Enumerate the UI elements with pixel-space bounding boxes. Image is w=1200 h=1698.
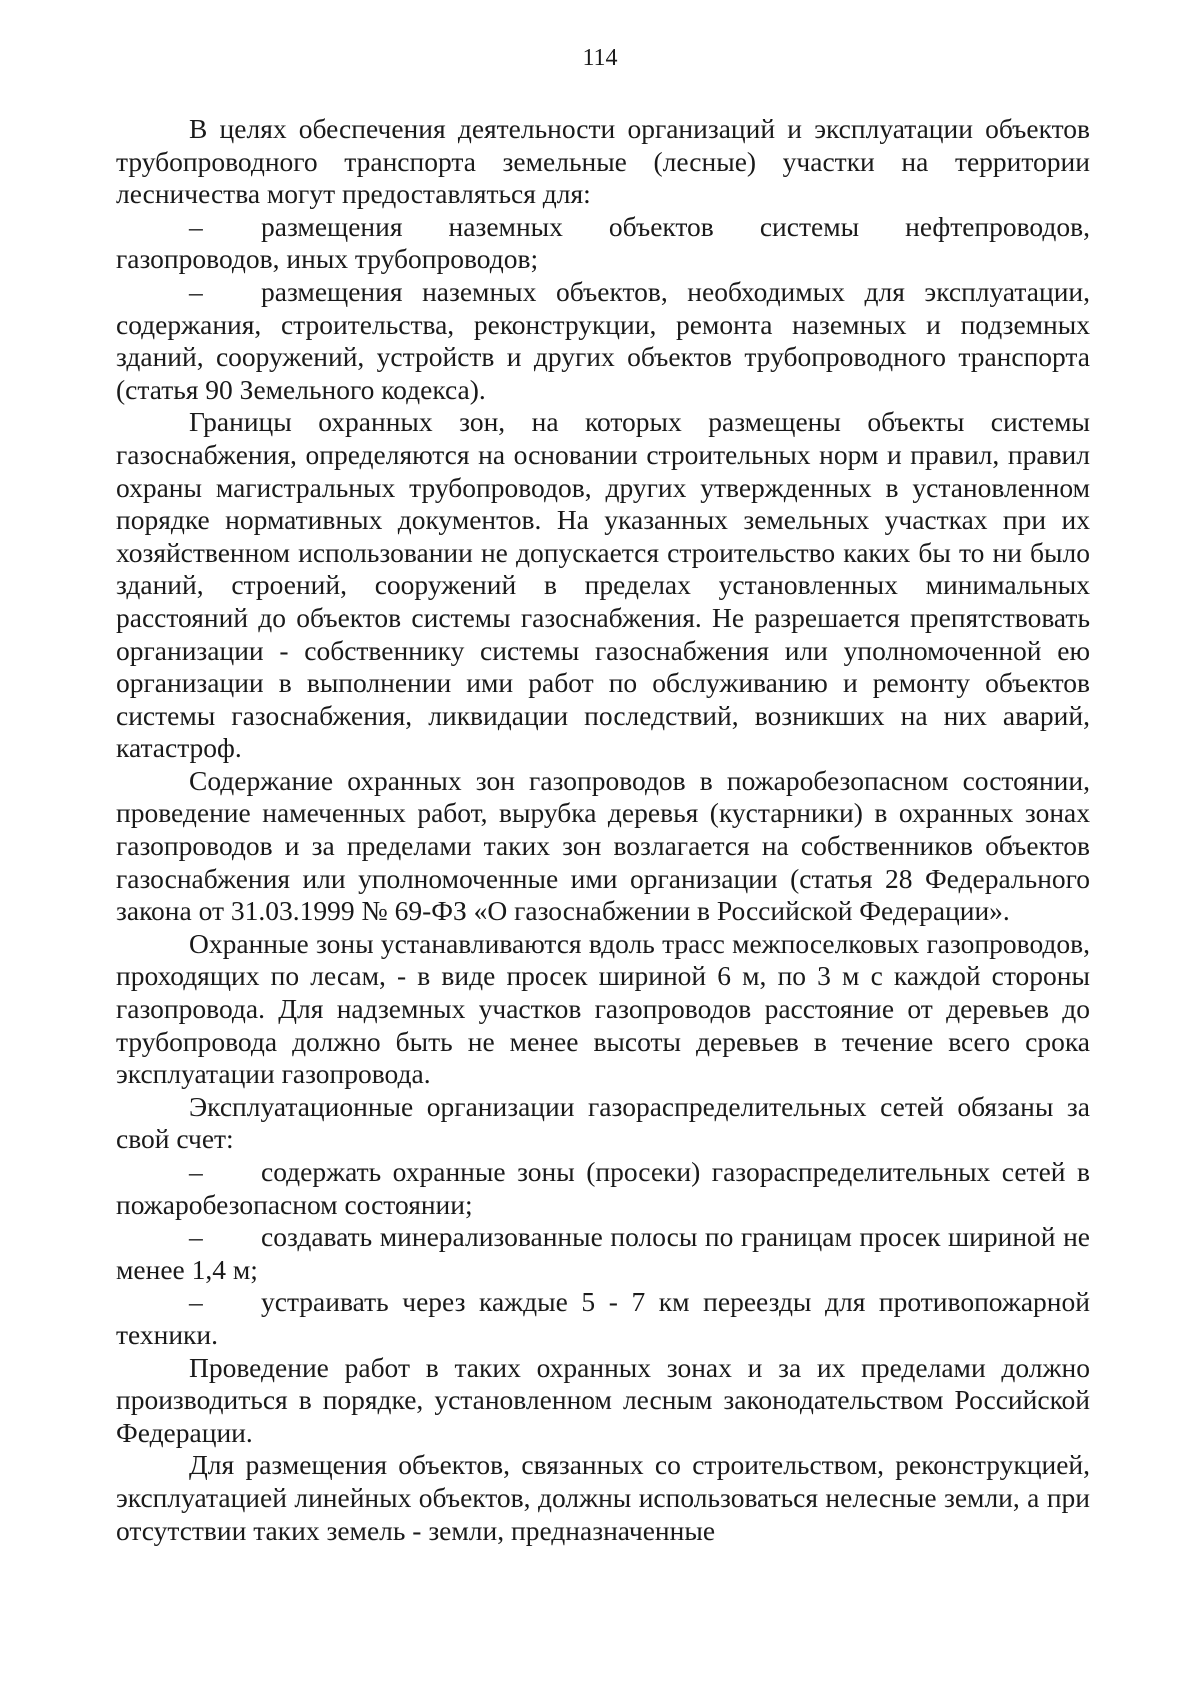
paragraph <box>116 1449 1090 1547</box>
paragraph-text: Содержание охранных зон газопроводов в пожаробезопасном состоянии, проведение намеченных работ, вырубка деревья (кустарники) в охранных зонах газопроводов и за пределами таких зон возлагается на собственников объектов газоснабжения или уполномоченные ими организации (статья 28 Федерального закона от 31.03.1999 № 69-ФЗ «О газоснабжении в Российской Федерации». <box>116 764 1090 927</box>
paragraph <box>116 406 1090 765</box>
paragraph-text: Проведение работ в таких охранных зонах и за их пределами должно производиться в порядке, установленном лесным законодательством Российской Федерации. <box>116 1351 1090 1448</box>
paragraph <box>116 1091 1090 1156</box>
paragraph-text: Для размещения объектов, связанных со строительством, реконструкцией, эксплуатацией линейных объектов, должны использоваться нелесные земли, а при отсутствии таких земель - земли, предназначенные <box>116 1449 1090 1546</box>
list-item-text: размещения наземных объектов системы нефтепроводов, газопроводов, иных трубопроводов; <box>116 210 1090 275</box>
list-item-text: устраивать через каждые 5 - 7 км переезды для противопожарной техники. <box>116 1286 1090 1350</box>
list-item <box>116 211 1090 276</box>
dash-marker: – <box>189 1221 203 1253</box>
paragraph <box>116 765 1090 928</box>
paragraph-text: В целях обеспечения деятельности организаций и эксплуатации объектов трубопроводного транспорта земельные (лесные) участки на территории лесничества могут предоставляться для: <box>116 113 1090 210</box>
list-item-text: размещения наземных объектов, необходимых для эксплуатации, содержания, строительства, реконструкции, ремонта наземных и подземных зданий, сооружений, устройств и других объектов трубопроводного транспорта (статья 90 Земельного кодекса). <box>116 275 1090 405</box>
dash-marker: – <box>189 210 203 242</box>
list-item <box>116 1286 1090 1351</box>
dash-marker: – <box>189 275 203 307</box>
paragraph-text: Эксплуатационные организации газораспределительных сетей обязаны за свой счет: <box>116 1090 1090 1155</box>
list-item-text: создавать минерализованные полосы по границам просек шириной не менее 1,4 м; <box>116 1221 1090 1285</box>
dash-marker: – <box>189 1286 203 1318</box>
paragraph-text: Границы охранных зон, на которых размещены объекты системы газоснабжения, определяются на основании строительных норм и правил, правил охраны магистральных трубопроводов, других утвержденных в установленном порядке нормативных документов. На указанных земельных участках при их хозяйственном использовании не допускается строительство каких бы то ни было зданий, строений, сооружений в пределах установленных минимальных расстояний до объектов системы газоснабжения. Не разрешается препятствовать организации - собственнику системы газоснабжения или уполномоченной ею организации в выполнении ими работ по обслуживанию и ремонту объектов системы газоснабжения, ликвидации последствий, возникших на них аварий, катастроф. <box>116 406 1090 764</box>
document-body <box>116 113 1090 1547</box>
list-item-text: содержать охранные зоны (просеки) газораспределительных сетей в пожаробезопасном состоянии; <box>116 1156 1090 1220</box>
paragraph <box>116 928 1090 1091</box>
list-item <box>116 1156 1090 1221</box>
dash-marker: – <box>189 1156 203 1187</box>
paragraph <box>116 113 1090 211</box>
list-item <box>116 276 1090 406</box>
list-item <box>116 1221 1090 1286</box>
paragraph <box>116 1352 1090 1450</box>
page-number: 114 <box>582 45 618 71</box>
paragraph-text: Охранные зоны устанавливаются вдоль трасс межпоселковых газопроводов, проходящих по лесам, - в виде просек шириной 6 м, по 3 м с каждой стороны газопровода. Для надземных участков газопроводов расстояние от деревьев до трубопровода должно быть не менее высоты деревьев в течение всего срока эксплуатации газопровода. <box>116 927 1090 1090</box>
